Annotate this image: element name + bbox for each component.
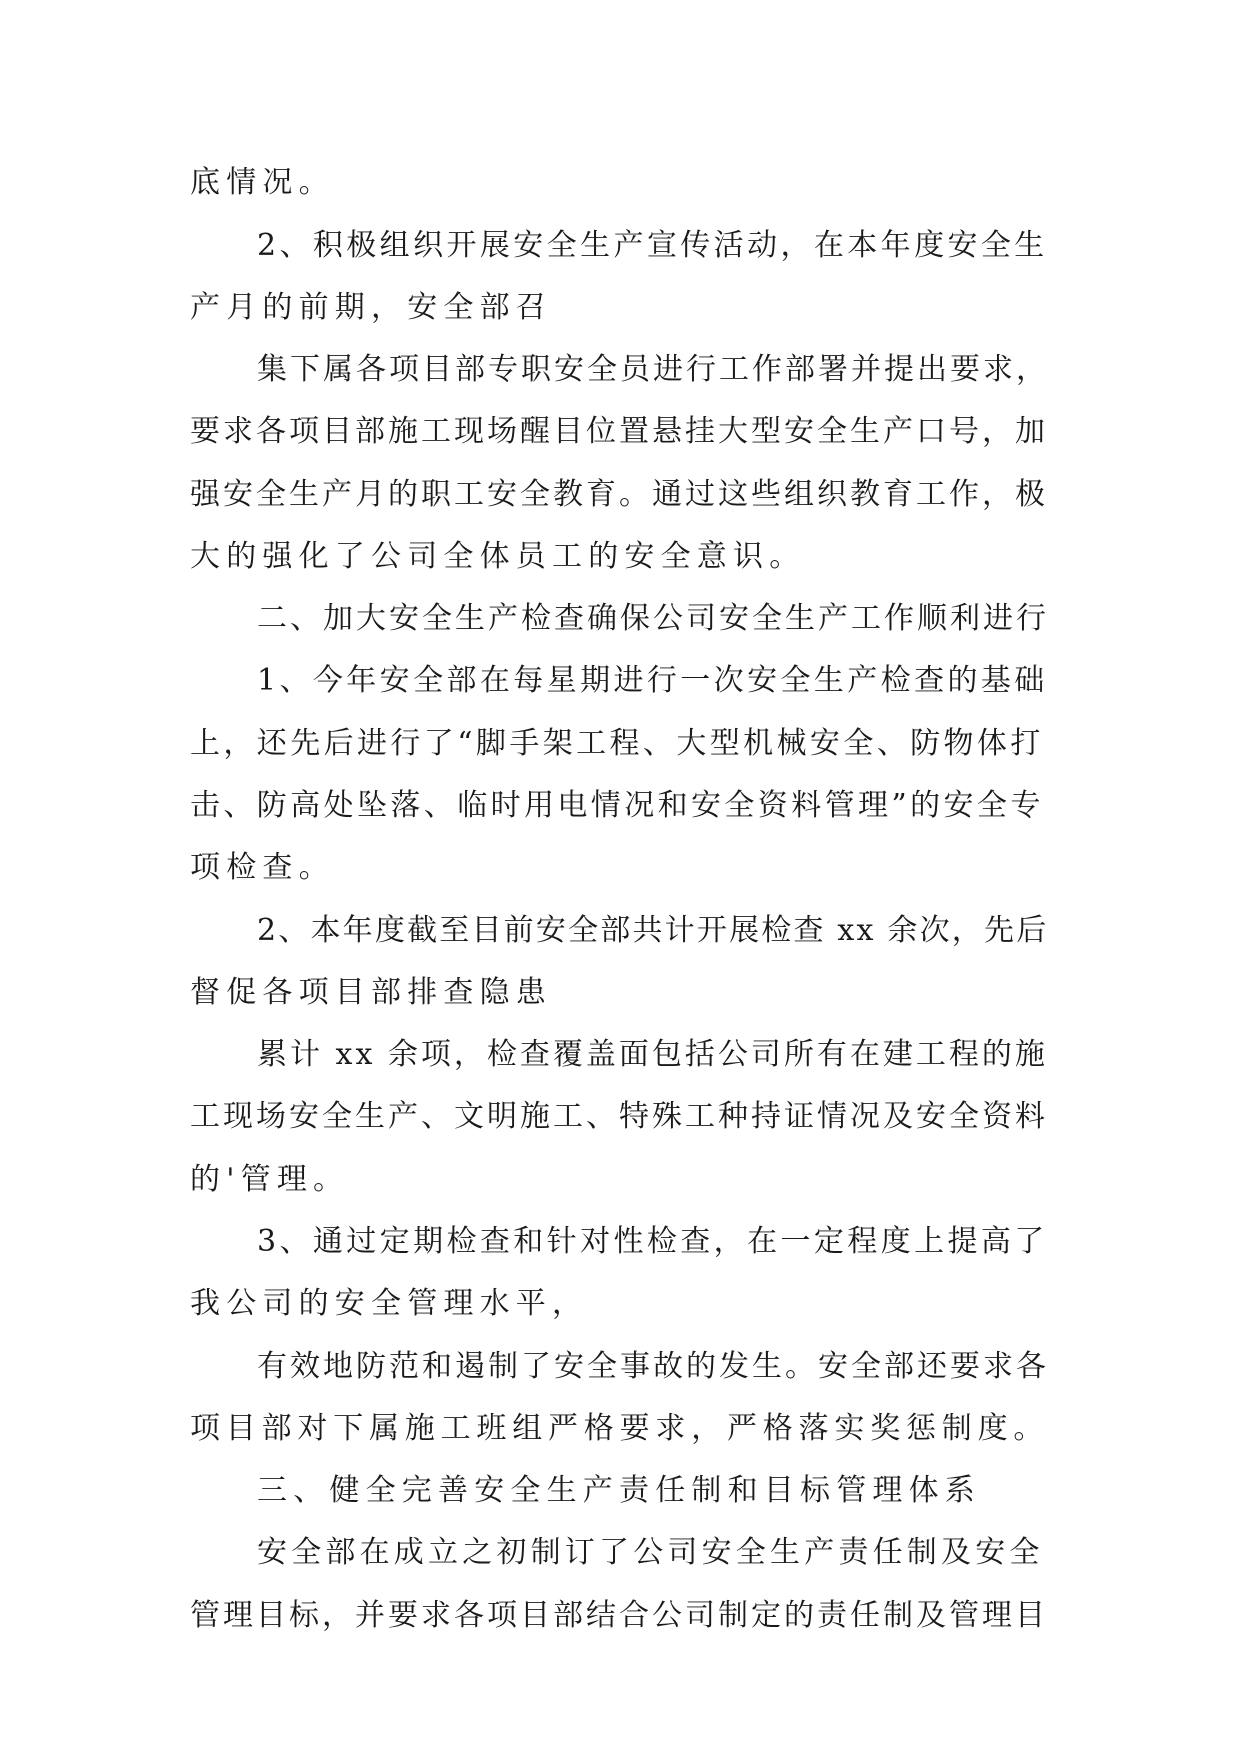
text-line: 2、本年度截至目前安全部共计开展检查 xx 余次，先后 (257, 913, 1049, 948)
text-line: 的'管理。 (190, 1162, 350, 1197)
text-line: 工现场安全生产、文明施工、特殊工种持证情况及安全资料 (190, 1099, 1048, 1134)
text-line: 底情况。 (190, 165, 335, 200)
text-line: 累计 xx 余项，检查覆盖面包括公司所有在建工程的施 (257, 1037, 1048, 1072)
text-line: 3、通过定期检查和针对性检查，在一定程度上提高了 (257, 1224, 1048, 1259)
text-line: 2、积极组织开展安全生产宣传活动，在本年度安全生 (257, 228, 1048, 263)
text-line: 督促各项目部排查隐患 (190, 975, 552, 1010)
text-line: 项检查。 (190, 850, 335, 885)
text-line: 三、健全完善安全生产责任制和目标管理体系 (257, 1473, 981, 1508)
text-line: 有效地防范和遏制了安全事故的发生。安全部还要求各 (257, 1349, 1049, 1384)
text-line: 1、今年安全部在每星期进行一次安全生产检查的基础 (257, 663, 1048, 698)
text-line: 管理目标，并要求各项目部结合公司制定的责任制及管理目 (190, 1598, 1048, 1633)
text-line: 产月的前期，安全部召 (190, 290, 552, 325)
text-line: 项目部对下属施工班组严格要求，严格落实奖惩制度。 (190, 1411, 1050, 1446)
text-line: 要求各项目部施工现场醒目位置悬挂大型安全生产口号，加 (190, 414, 1048, 449)
text-line: 我公司的安全管理水平， (190, 1286, 589, 1321)
text-line: 强安全生产月的职工安全教育。通过这些组织教育工作，极 (190, 477, 1048, 512)
text-line: 安全部在成立之初制订了公司安全生产责任制及安全 (257, 1535, 1044, 1570)
text-line: 大的强化了公司全体员工的安全意识。 (190, 539, 806, 574)
text-line: 集下属各项目部专职安全员进行工作部署并提出要求， (257, 352, 1049, 387)
text-line: 二、加大安全生产检查确保公司安全生产工作顺利进行 (257, 601, 1049, 636)
text-line: 上，还先后进行了“脚手架工程、大型机械安全、防物体打 (190, 726, 1044, 761)
text-line: 击、防高处坠落、临时用电情况和安全资料管理”的安全专 (190, 788, 1044, 823)
